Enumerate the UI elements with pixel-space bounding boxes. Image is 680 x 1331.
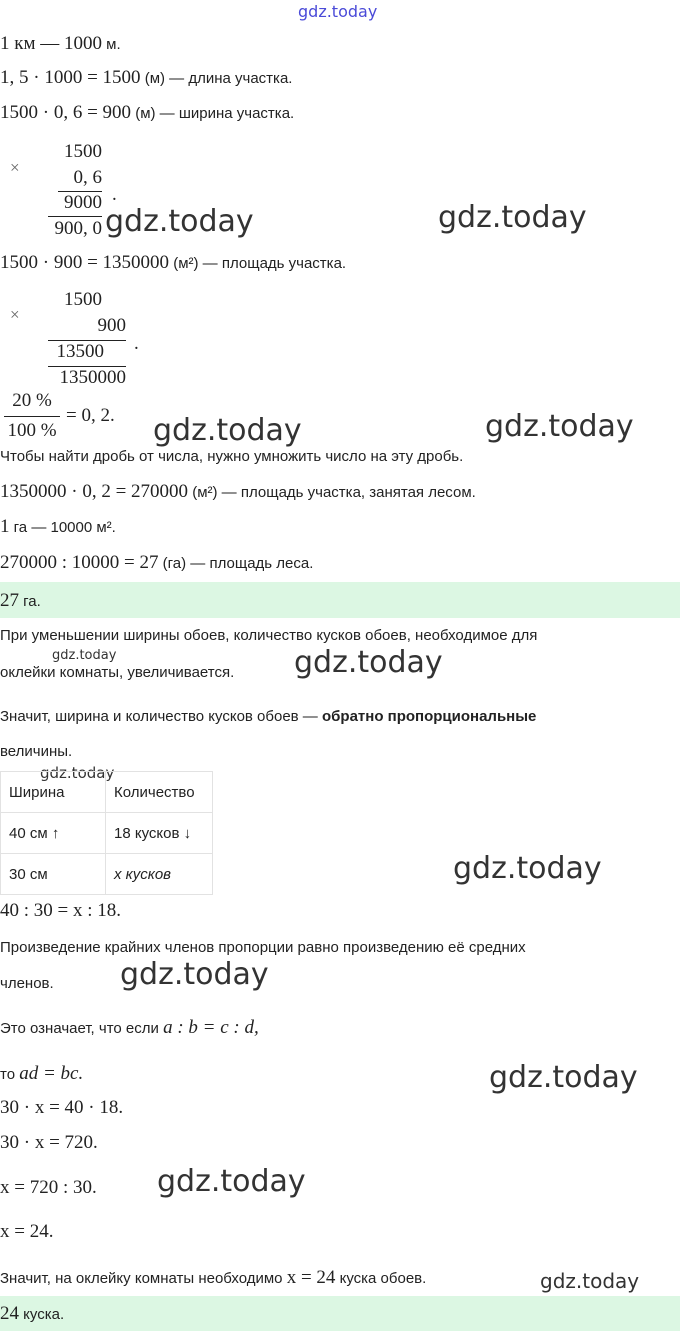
watermark: gdz.today <box>153 413 302 448</box>
table-cell: 40 см ↑ <box>1 813 106 854</box>
watermark: gdz.today <box>294 645 443 680</box>
paragraph-line: членов. <box>0 975 54 992</box>
proportion: 40 : 30 = x : 18. <box>0 900 122 921</box>
rule-fraction: Чтобы найти дробь от числа, нужно умножить число на эту дробь. <box>0 448 464 465</box>
table-cell: 30 см <box>1 854 106 895</box>
paragraph-line: Это означает, что если a : b = c : d, <box>0 1017 259 1038</box>
watermark: gdz.today <box>485 409 634 444</box>
line-width: 1500 · 0, 6 = 900 (м) — ширина участка. <box>0 102 295 123</box>
watermark: gdz.today <box>438 200 587 235</box>
equation: 30 · x = 720. <box>0 1132 98 1153</box>
paragraph-line: Значит, на оклейку комнаты необходимо x = 24 куска обоев. <box>0 1267 427 1288</box>
equation: x = 24. <box>0 1221 54 1242</box>
watermark: gdz.today <box>52 648 117 663</box>
answer-box-1: 27 га. <box>0 582 680 618</box>
table-header: Количество <box>106 772 213 813</box>
multiply-sign: × <box>10 305 20 324</box>
watermark-top: gdz.today <box>298 2 378 21</box>
equation: 30 · x = 40 · 18. <box>0 1097 124 1118</box>
partial-product: 9000 <box>64 192 102 213</box>
paragraph-line: При уменьшении ширины обоев, количество кусков обоев, необходимое для <box>0 627 538 644</box>
watermark: gdz.today <box>453 851 602 886</box>
proportion-table <box>0 771 213 895</box>
table-cell: 18 кусков ↓ <box>106 813 213 854</box>
line-forest-area: 1350000 · 0, 2 = 270000 (м²) — площадь участка, занятая лесом. <box>0 481 476 502</box>
product: 900, 0 <box>54 218 102 239</box>
watermark: gdz.today <box>40 764 115 782</box>
line-forest-ha: 270000 : 10000 = 27 (га) — площадь леса. <box>0 552 314 573</box>
watermark: gdz.today <box>489 1060 638 1095</box>
watermark: gdz.today <box>540 1269 640 1293</box>
table-cell: x кусков <box>106 854 213 895</box>
watermark: gdz.today <box>105 204 254 239</box>
table-header: Ширина <box>1 772 106 813</box>
paragraph-line: величины. <box>0 743 73 760</box>
operand: 900 <box>97 315 126 336</box>
paragraph-line: то ad = bc. <box>0 1063 84 1084</box>
partial-product: 13500 <box>56 341 104 362</box>
watermark: gdz.today <box>157 1164 306 1199</box>
line-km: 1 км — 1000 м. <box>0 33 121 54</box>
product: 1350000 <box>59 367 126 388</box>
operand: 1500 <box>64 289 102 310</box>
answer-box-2: 24 куска. <box>0 1296 680 1331</box>
equation: x = 720 : 30. <box>0 1177 97 1198</box>
multiply-sign: × <box>10 158 20 177</box>
paragraph-line: оклейки комнаты, увеличивается. <box>0 664 235 681</box>
paragraph-line: Произведение крайних членов пропорции равно произведению её средних <box>0 939 526 956</box>
line-area: 1500 · 900 = 1350000 (м²) — площадь участка. <box>0 252 347 273</box>
operand: 0, 6 <box>73 167 102 188</box>
line-length: 1, 5 · 1000 = 1500 (м) — длина участка. <box>0 67 293 88</box>
paragraph-line: Значит, ширина и количество кусков обоев — обратно пропорциональные <box>0 708 537 725</box>
line-ha: 1 га — 10000 м². <box>0 516 116 537</box>
watermark: gdz.today <box>120 957 269 992</box>
operand: 1500 <box>64 141 102 162</box>
